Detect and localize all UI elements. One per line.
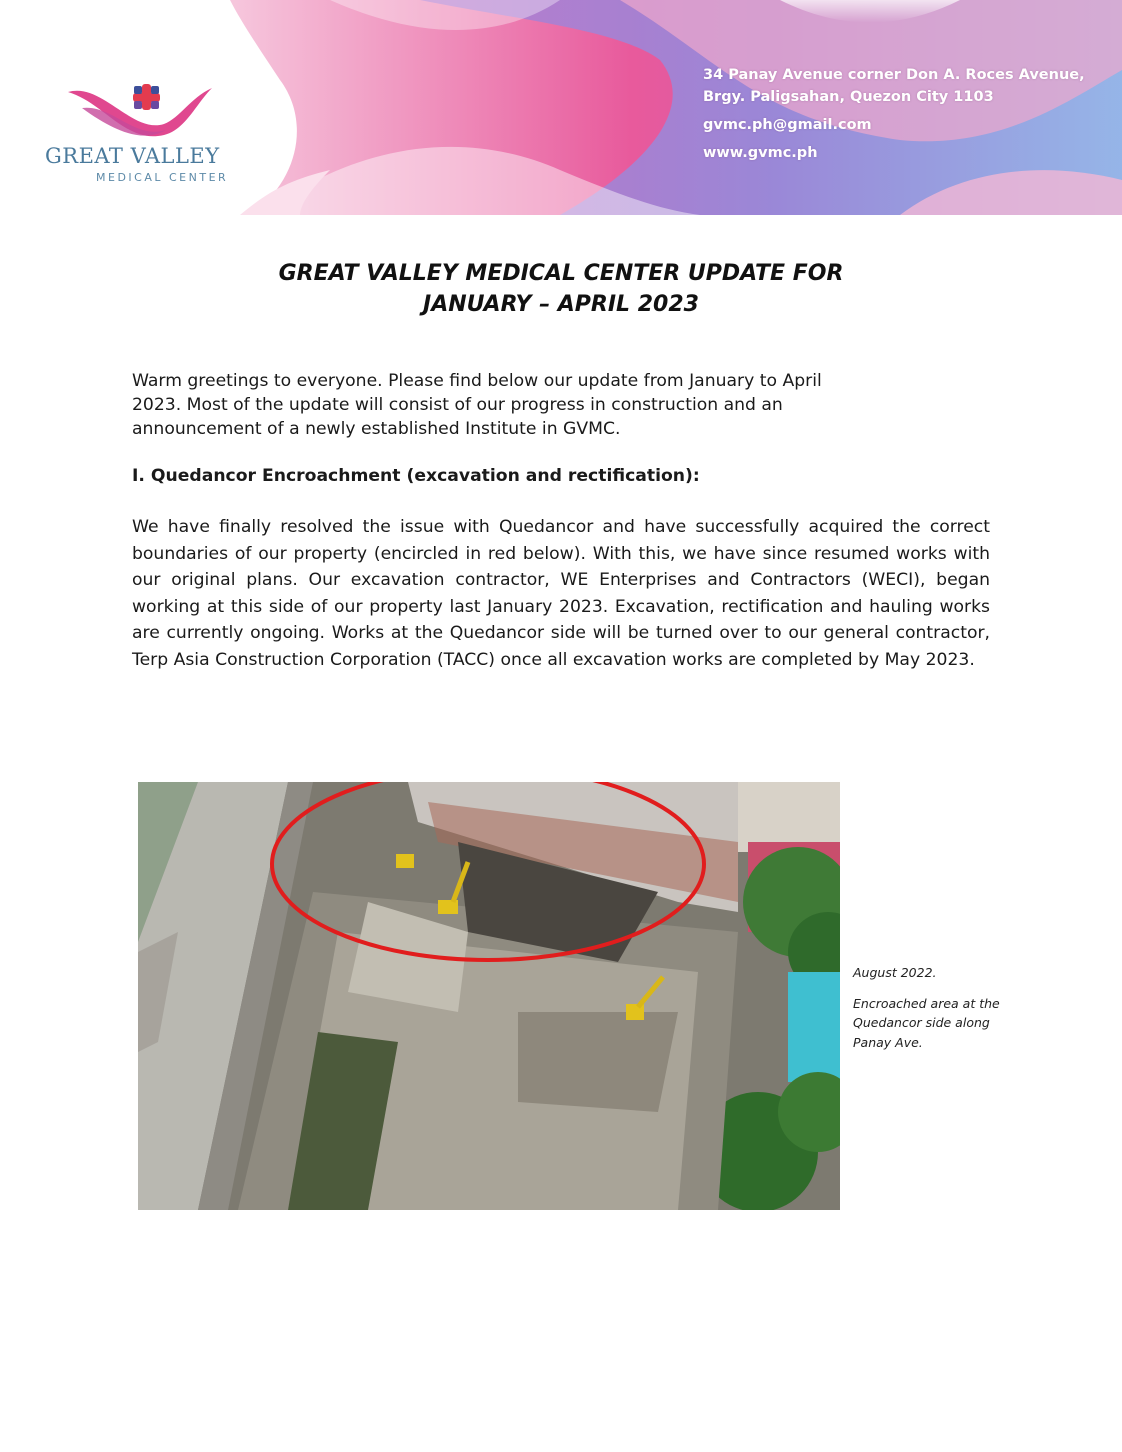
caption-text: Encroached area at the Quedancor side along Panay Ave. xyxy=(853,995,1000,1050)
document-title xyxy=(0,258,1122,320)
photo-caption xyxy=(853,963,1003,1052)
intro-line-3: announcement of a newly established Institute in GVMC. xyxy=(132,419,621,439)
title-line-1: GREAT VALLEY MEDICAL CENTER UPDATE FOR xyxy=(278,261,844,286)
cross-wave-logo-icon xyxy=(62,78,232,144)
aerial-excavation-photo xyxy=(138,782,840,1210)
logo xyxy=(40,78,240,188)
title-line-2: JANUARY – APRIL 2023 xyxy=(423,292,699,317)
intro-line-2: 2023. Most of the update will consist of our progress in construction and an xyxy=(132,395,783,415)
logo-name: GREAT VALLEY xyxy=(45,144,220,168)
email-link[interactable]: gvmc.ph@gmail.com xyxy=(703,117,872,133)
letterhead xyxy=(0,0,1122,215)
intro-line-1: Warm greetings to everyone. Please find below our update from January to April xyxy=(132,371,822,391)
intro-paragraph xyxy=(132,369,992,441)
caption-date: August 2022. xyxy=(853,965,937,980)
section-body: We have finally resolved the issue with Quedancor and have successfully acquired the correct boundaries of our property (encircled in red below). With this, we have since resumed works with our original plans. Our excavation contractor, WE Enterprises and Contractors (WECI), began working at this side of our property last January 2023. Excavation, rectification and hauling works are currently ongoing. Works at the Quedancor side will be turned over to our general contractor, Terp Asia Construction Corporation (TACC) once all excavation works are completed by May 2023. xyxy=(132,517,990,670)
website-link[interactable]: www.gvmc.ph xyxy=(703,145,818,161)
address-line-2: Brgy. Paligsahan, Quezon City 1103 xyxy=(703,89,994,105)
contact-block xyxy=(703,64,1085,164)
section-heading: I. Quedancor Encroachment (excavation and rectification): xyxy=(132,466,700,486)
address-line-1: 34 Panay Avenue corner Don A. Roces Avenue, xyxy=(703,67,1085,83)
logo-subtitle: MEDICAL CENTER xyxy=(96,171,229,184)
